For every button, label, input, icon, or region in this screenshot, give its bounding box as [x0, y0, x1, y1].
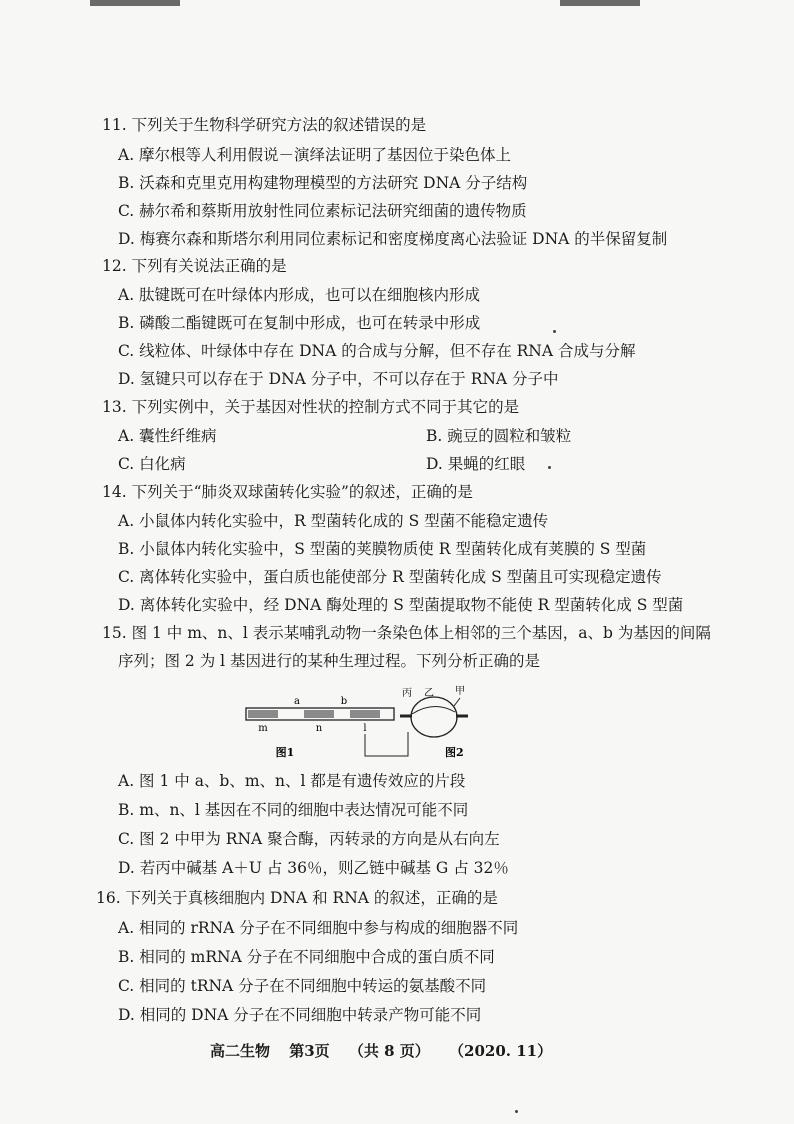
question-16-option-d: D. 相同的 DNA 分子在不同细胞中转录产物可能不同	[118, 1006, 482, 1024]
question-12-option-a: A. 肽键既可在叶绿体内形成，也可以在细胞核内形成	[118, 286, 481, 304]
question-15-option-a: A. 图 1 中 a、b、m、n、l 都是有遗传效应的片段	[118, 772, 466, 790]
connector-line	[365, 732, 408, 756]
footer-subject: 高二生物	[210, 1042, 271, 1060]
question-15-option-b: B. m、n、l 基因在不同的细胞中表达情况可能不同	[118, 801, 469, 819]
footer-date: （2020. 11）	[449, 1042, 553, 1060]
segment-a-label: a	[294, 696, 300, 707]
question-14-option-a: A. 小鼠体内转化实验中，R 型菌转化成的 S 型菌不能稳定遗传	[118, 512, 549, 530]
question-13-option-d: D. 果蝇的红眼	[426, 455, 526, 473]
label-jia: 甲	[455, 686, 465, 697]
scan-speck	[548, 466, 551, 469]
question-12-stem: 12. 下列有关说法正确的是	[102, 257, 287, 275]
question-12-option-c: C. 线粒体、叶绿体中存在 DNA 的合成与分解，但不存在 RNA 合成与分解	[118, 342, 636, 360]
scan-speck	[553, 330, 556, 333]
question-14-option-c: C. 离体转化实验中，蛋白质也能使部分 R 型菌转化成 S 型菌且可实现稳定遗传	[118, 568, 662, 586]
transcription-bubble	[411, 697, 457, 737]
question-15-option-d: D. 若丙中碱基 A＋U 占 36％，则乙链中碱基 G 占 32％	[118, 859, 509, 877]
question-14-option-d: D. 离体转化实验中，经 DNA 酶处理的 S 型菌提取物不能使 R 型菌转化成 S 型菌	[118, 596, 684, 614]
scan-edge-mark	[90, 0, 180, 6]
question-11-option-a: A. 摩尔根等人利用假说－演绎法证明了基因位于染色体上	[118, 146, 512, 164]
scan-edge-mark	[560, 0, 640, 6]
question-16-stem: 16. 下列关于真核细胞内 DNA 和 RNA 的叙述，正确的是	[96, 889, 498, 907]
segment-b-label: b	[340, 696, 348, 707]
label-yi: 乙	[424, 688, 434, 699]
gene-m-block	[248, 710, 278, 718]
footer-total: （共 8 页）	[348, 1042, 430, 1060]
page-footer	[210, 1040, 566, 1061]
question-16-option-c: C. 相同的 tRNA 分子在不同细胞中转运的氨基酸不同	[118, 977, 487, 995]
label-bing: 丙	[402, 688, 412, 699]
gene-n-block	[304, 710, 334, 718]
gene-m-label: m	[258, 723, 268, 734]
gene-n-label: n	[315, 723, 323, 734]
question-13-option-a: A. 囊性纤维病	[118, 427, 217, 445]
rna-strand	[412, 706, 455, 714]
gene-diagram	[240, 684, 500, 764]
scan-speck	[515, 1110, 518, 1113]
question-11-option-d: D. 梅赛尔森和斯塔尔利用同位素标记和密度梯度离心法验证 DNA 的半保留复制	[118, 230, 668, 248]
figure-1-label: 图1	[275, 746, 295, 759]
question-13-option-b: B. 豌豆的圆粒和皱粒	[426, 427, 572, 445]
question-15-stem: 15. 图 1 中 m、n、l 表示某哺乳动物一条染色体上相邻的三个基因，a、b 为基因的间隔	[102, 624, 711, 642]
question-15-option-c: C. 图 2 中甲为 RNA 聚合酶，丙转录的方向是从右向左	[118, 830, 500, 848]
question-11-option-b: B. 沃森和克里克用构建物理模型的方法研究 DNA 分子结构	[118, 174, 528, 192]
enzyme-pointer	[454, 698, 460, 706]
question-12-option-d: D. 氢键只可以存在于 DNA 分子中，不可以存在于 RNA 分子中	[118, 370, 559, 388]
footer-page: 第3页	[289, 1042, 330, 1060]
question-15-stem-continued: 序列；图 2 为 l 基因进行的某种生理过程。下列分析正确的是	[118, 652, 541, 670]
question-14-option-b: B. 小鼠体内转化实验中，S 型菌的荚膜物质使 R 型菌转化成有荚膜的 S 型菌	[118, 540, 647, 558]
question-13-option-c: C. 白化病	[118, 455, 186, 473]
question-16-option-b: B. 相同的 mRNA 分子在不同细胞中合成的蛋白质不同	[118, 948, 495, 966]
question-16-option-a: A. 相同的 rRNA 分子在不同细胞中参与构成的细胞器不同	[118, 919, 519, 937]
question-14-stem: 14. 下列关于“肺炎双球菌转化实验”的叙述，正确的是	[102, 483, 473, 501]
question-13-stem: 13. 下列实例中，关于基因对性状的控制方式不同于其它的是	[102, 398, 520, 416]
gene-l-label: l	[363, 723, 367, 734]
question-11-stem: 11. 下列关于生物科学研究方法的叙述错误的是	[102, 116, 427, 134]
figure-2-label: 图2	[445, 746, 464, 759]
question-12-option-b: B. 磷酸二酯键既可在复制中形成，也可在转录中形成	[118, 314, 481, 332]
gene-l-block	[350, 710, 380, 718]
question-11-option-c: C. 赫尔希和蔡斯用放射性同位素标记法研究细菌的遗传物质	[118, 202, 527, 220]
